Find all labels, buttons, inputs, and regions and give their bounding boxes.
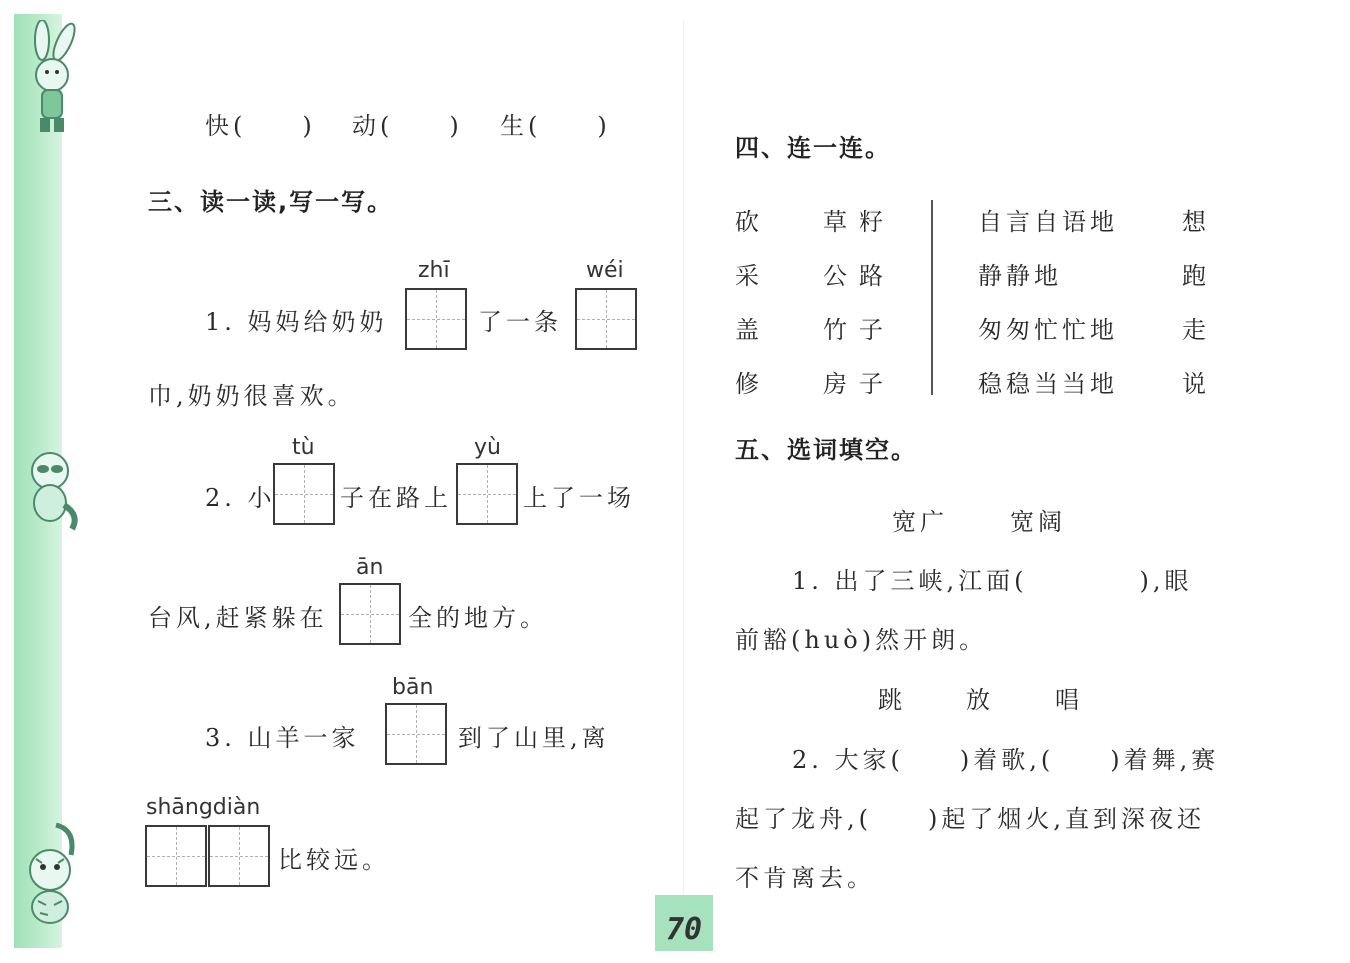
word-choice-3: 跳	[878, 686, 906, 714]
q1-char-box-1[interactable]	[405, 288, 467, 350]
match-left-object-1[interactable]: 草籽	[823, 208, 895, 236]
q2-text-c: 上了一场	[523, 484, 635, 512]
s5-q2-line2: 起了龙舟,( )起了烟火,直到深夜还	[735, 805, 1205, 833]
page-number: 70	[665, 912, 703, 947]
q2-text-d: 台风,赶紧躲在	[148, 604, 328, 632]
match-right-verb-2[interactable]: 跑	[1182, 262, 1210, 290]
match-right-adverb-2[interactable]: 静静地	[978, 262, 1062, 290]
q2-pinyin-2: yù	[474, 435, 501, 460]
q3-char-box-2[interactable]	[145, 825, 207, 887]
q1-char-box-2[interactable]	[575, 288, 637, 350]
q2-char-box-3[interactable]	[339, 583, 401, 645]
q2-text-a: 2. 小	[205, 484, 276, 512]
match-left-verb-2[interactable]: 采	[735, 262, 763, 290]
s5-q2-line3: 不肯离去。	[735, 864, 875, 892]
s5-q1-line2: 前豁(huò)然开朗。	[735, 626, 988, 654]
word-choice-2: 宽阔	[1010, 508, 1066, 536]
word-item-sheng: 生( )	[500, 112, 611, 140]
word-choice-4: 放	[966, 686, 994, 714]
match-left-verb-1[interactable]: 砍	[735, 208, 763, 236]
s5-q2-line1: 2. 大家( )着歌,( )着舞,赛	[792, 746, 1220, 774]
match-left-verb-3[interactable]: 盖	[735, 316, 763, 344]
q2-char-box-1[interactable]	[273, 463, 335, 525]
word-choice-1: 宽广	[892, 508, 948, 536]
match-right-verb-1[interactable]: 想	[1182, 208, 1210, 236]
q2-pinyin-1: tù	[292, 435, 315, 460]
match-divider	[931, 200, 933, 395]
q1-pinyin-2: wéi	[586, 258, 624, 283]
q1-text-c: 巾,奶奶很喜欢。	[148, 382, 356, 410]
word-choice-5: 唱	[1055, 686, 1083, 714]
q3-text-b: 到了山里,离	[458, 724, 610, 752]
q3-char-box-3[interactable]	[208, 825, 270, 887]
section4-title: 四、连一连。	[735, 134, 891, 162]
match-left-object-2[interactable]: 公路	[823, 262, 895, 290]
match-left-verb-4[interactable]: 修	[735, 370, 763, 398]
match-left-object-3[interactable]: 竹子	[823, 316, 895, 344]
q1-text-a: 1. 妈妈给奶奶	[205, 308, 388, 336]
q3-text-a: 3. 山羊一家	[205, 724, 360, 752]
word-item-kuai: 快( )	[205, 112, 316, 140]
q2-text-e: 全的地方。	[408, 604, 548, 632]
match-right-adverb-1[interactable]: 自言自语地	[978, 208, 1118, 236]
rabbit-mascot-icon	[16, 20, 86, 135]
q3-pinyin-1: bān	[392, 675, 434, 700]
match-right-adverb-4[interactable]: 稳稳当当地	[978, 370, 1118, 398]
raccoon-mascot-icon	[16, 445, 86, 535]
q3-text-c: 比较远。	[278, 846, 390, 874]
q3-char-box-1[interactable]	[385, 703, 447, 765]
section3-title: 三、读一读,写一写。	[148, 188, 394, 216]
match-right-adverb-3[interactable]: 匆匆忙忙地	[978, 316, 1118, 344]
word-item-dong: 动( )	[352, 112, 463, 140]
tiger-mascot-icon	[16, 815, 86, 930]
match-right-verb-4[interactable]: 说	[1182, 370, 1210, 398]
s5-q1-line1: 1. 出了三峡,江面( ),眼	[792, 567, 1193, 595]
q2-char-box-2[interactable]	[456, 463, 518, 525]
page-fold	[683, 20, 684, 940]
q1-pinyin-1: zhī	[418, 258, 450, 283]
match-left-object-4[interactable]: 房子	[823, 370, 895, 398]
q3-pinyin-2: shāngdiàn	[146, 795, 261, 820]
q2-pinyin-3: ān	[356, 555, 384, 580]
match-right-verb-3[interactable]: 走	[1182, 316, 1210, 344]
q2-text-b: 子在路上	[340, 484, 452, 512]
section5-title: 五、选词填空。	[735, 436, 917, 464]
q1-text-b: 了一条	[478, 308, 562, 336]
